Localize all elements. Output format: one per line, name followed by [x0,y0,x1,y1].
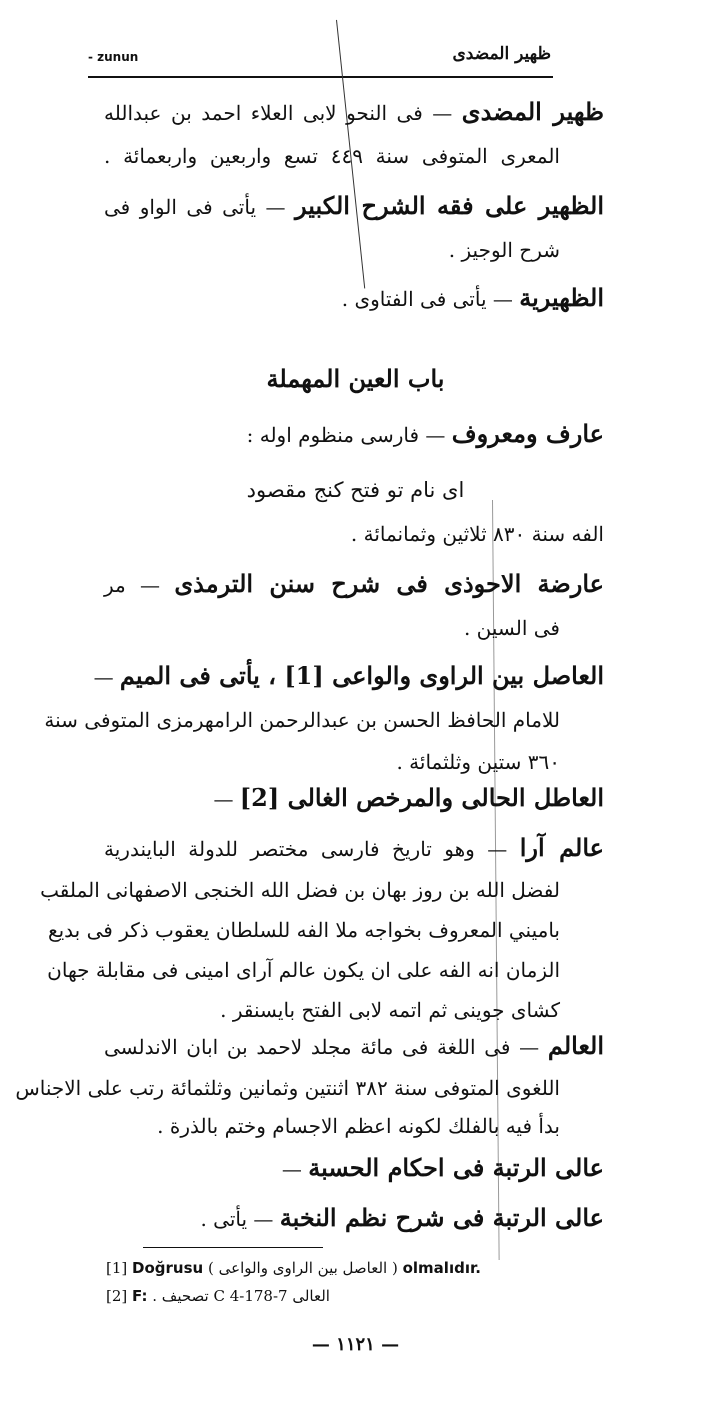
verse-line: اى نام تو فتح كنج مقصود [246,478,465,502]
entry-text: لفضل الله بن روز بهان بن فضل الله الخنجى الاصفهانى الملقب [40,878,560,902]
entry-title: ظهير المضدى [461,97,604,126]
text-line [104,97,604,126]
entry-text: — [93,665,120,689]
entry-text: فى السين . [463,616,560,640]
footnote-1 [106,1259,481,1277]
footnote-latin: F: [132,1287,148,1305]
section-heading: باب العين المهملة [266,364,445,393]
footnote-2 [106,1287,330,1305]
entry-title: عالم آرا [519,833,605,862]
entry-text: — فى اللغة فى مائة مجلد لاحمد بن ابان الاندلسى [104,1035,548,1059]
text-line [351,524,604,544]
text-line [40,878,560,902]
text-line [449,240,560,260]
entry-text: — فارسى منظوم اوله : [246,423,452,447]
text-line [93,661,604,690]
entry-title: الظهير على فقه الشرح الكبير [295,191,604,220]
text-line [213,783,604,812]
text-line [47,958,560,982]
entry-text: ٣٦٠ ستين وثلثمائة . [396,750,560,774]
entry-text: الفه سنة ٨٣٠ ثلاثين وثمانمائة . [350,522,604,546]
entry-title: عالى الرتبة فى احكام الحسبة [308,1153,604,1182]
entry-text: — فى النحو لابى العلاء احمد بن عبدالله [104,101,462,125]
header-right-title: ظهير المضدى [452,44,551,64]
text-line [281,1153,604,1182]
text-line [396,752,560,772]
text-line [104,191,604,220]
entry-title: الظهيرية [519,283,604,312]
entry-text: — مر [104,573,175,597]
entry-text: الزمان انه الفه على ان يكون عالم آراى امينى فى مقابلة جهان [47,958,560,982]
text-line [104,569,604,598]
entry-text: — يأتى فى الفتاوى . [341,287,520,311]
text-line [341,283,604,312]
entry-text: — وهو تاريخ فارسى مختصر للدولة البايندرية [104,837,520,861]
entry-title: عارضة الاحوذى فى شرح سنن الترمذى [174,569,604,598]
entry-text: — يأتى . [200,1207,280,1231]
footnote-number: [1] [106,1259,128,1277]
entry-text: — [281,1157,309,1181]
footnote-arabic: ( العاصل بين الراوى والواعى ) [208,1259,398,1277]
footnote-latin: Doğrusu [132,1259,204,1277]
footnote-number: [2] [106,1287,128,1305]
text-line [15,1076,560,1100]
text-line [104,1031,604,1060]
entry-text: اللغوى المتوفى سنة ٣٨٢ اثنتين وثمانين وثلثمائة رتب على الاجناس [15,1076,560,1100]
page-number: — ١١٢١ — [311,1334,400,1355]
entry-text: — يأتى فى الواو فى [104,195,295,219]
text-line [464,618,560,638]
text-line [104,833,605,862]
text-line [157,1116,560,1136]
entry-text: كشاى جوينى ثم اتمه لابى الفتح بايسنقر . [220,998,560,1022]
entry-title: العاطل الحالى والمرخص الغالى [2] [239,783,604,812]
entry-title: العالم [547,1031,604,1060]
footnote-rule [143,1247,323,1248]
text-line [47,918,560,942]
entry-text: — [213,787,240,811]
entry-title: العاصل بين الراوى والواعى [1] ، يأتى فى الميم [119,661,604,690]
text-line [104,146,560,166]
entry-title: عالى الرتبة فى شرح نظم النخبة [279,1203,604,1232]
entry-text: بدأ فيه بالفلك لكونه اعظم الاجسام وختم بالذرة . [157,1114,560,1138]
text-line [200,1203,604,1232]
entry-text: شرح الوجيز . [448,238,560,262]
text-line [246,419,604,448]
footnote-latin: olmalıdır. [402,1259,481,1277]
footnote-arabic: العالى C 4-178-7 تصحيف . [152,1287,330,1305]
entry-text: للامام الحافظ الحسن بن عبدالرحمن الرامهرمزى المتوفى سنة [44,708,560,732]
header-rule [88,76,553,78]
entry-text: باميني المعروف بخواجه ملا الفه للسلطان يعقوب ذكر فى بديع [47,918,560,942]
running-header [88,44,551,74]
text-line [220,1000,560,1020]
header-left-text: - zunun [88,50,139,64]
text-line [44,708,560,732]
entry-text: المعرى المتوفى سنة ٤٤٩ تسع واربعين واربعمائة . [104,144,560,168]
entry-title: عارف ومعروف [451,419,604,448]
